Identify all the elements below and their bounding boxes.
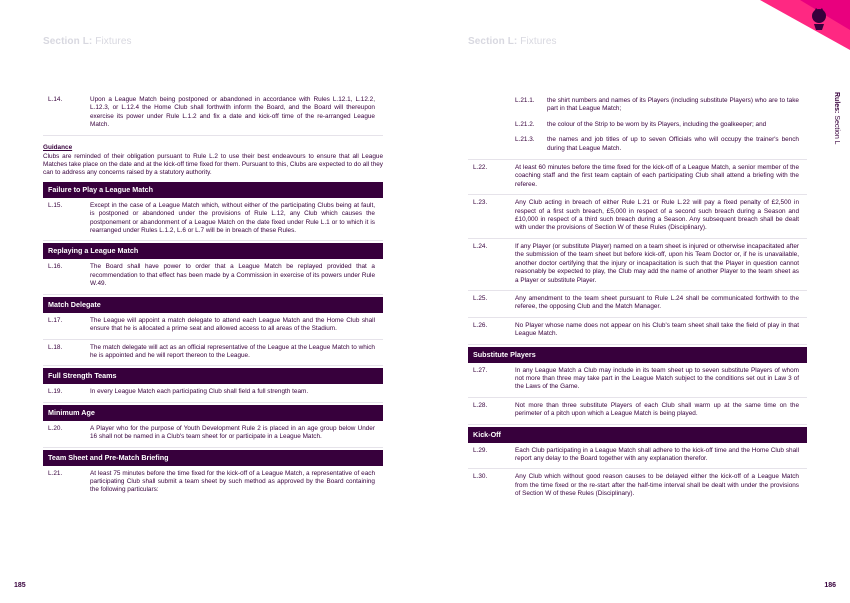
rule-l17: L.17. The League will appoint a match delegate to attend each League Match and the Home Club shall ensure that he is allocated a prime seat and allowed access to all areas of the Stadium. (43, 313, 383, 340)
rule-l19: L.19. In every League Match each participating Club shall field a full strength team. (43, 384, 383, 402)
guidance-text: Clubs are reminded of their obligation pursuant to Rule L.2 to use their best endeavours to ensure that all League Matches take place on the date and at the kick-off time fixed for them. Pursuant to this, Clubs are expected to do all they can to address any concerns raised by a statutory authority. (43, 152, 383, 177)
right-content (468, 92, 807, 504)
heading-kick-off: Kick-Off (468, 427, 807, 443)
heading-failure-to-play: Failure to Play a League Match (43, 182, 383, 198)
rule-l25: L.25. Any amendment to the team sheet pursuant to Rule L.24 shall be communicated forthwith to the referee, the opposing Club and the Match Manager. (468, 291, 807, 318)
rule-l21-2: L.21.2. the colour of the Strip to be worn by its Players, including the goalkeeper; and (515, 120, 767, 128)
rule-l21-3: L.21.3. the names and job titles of up to seven Officials who will occupy the trainer's bench during that League Match. (515, 136, 799, 152)
page-number-right: 186 (824, 582, 836, 589)
rule-l22: L.22. At least 60 minutes before the time fixed for the kick-off of a League Match, a senior member of the coaching staff and the first team captain of each participating Club shall attend a briefing with the referee. (468, 160, 807, 195)
rule-l30: L.30. Any Club which without good reason causes to be delayed either the kick-off of a League Match from the time fixed or the re-start after the half-time interval shall be dealt with under the provisions of Section W of these Rules (Disciplinary). (473, 473, 799, 498)
heading-full-strength: Full Strength Teams (43, 368, 383, 384)
rule-l14: L.14. Upon a League Match being postponed or abandoned in accordance with Rules L.12.1, L.12.2, L.12.3, or L.12.4 the Home Club shall forthwith inform the Board, and the Board will thereupon exercise its power under Rule L.1.2 and fix a date and kick-off time of the re-arranged League Match. (43, 92, 383, 136)
rule-l16: L.16. The Board shall have power to order that a League Match be replayed provided that a recommendation to that effect has been made by a Commission in exercise of its powers under Rule W.49. (43, 259, 383, 294)
heading-replaying: Replaying a League Match (43, 243, 383, 259)
rule-l21-subitems (468, 92, 807, 160)
heading-substitute-players: Substitute Players (468, 347, 807, 363)
heading-team-sheet: Team Sheet and Pre-Match Briefing (43, 450, 383, 466)
left-content (43, 92, 383, 500)
rule-l29: L.29. Each Club participating in a League Match shall adhere to the kick-off time and the Home Club shall report any delay to the Board together with any explanation therefor. (468, 443, 807, 470)
rule-l21: L.21. At least 75 minutes before the time fixed for the kick-off of a League Match, a representative of each participating Club shall submit a team sheet by such method as approved by the Board containing the following particulars: (48, 469, 375, 494)
heading-minimum-age: Minimum Age (43, 405, 383, 421)
rule-l18: L.18. The match delegate will act as an official representative of the League at the League Match to which he is appointed and he will report thereon to the League. (43, 340, 383, 367)
rule-l26: L.26. No Player whose name does not appear on his Club's team sheet shall take the field of play in that League Match. (468, 318, 807, 345)
heading-match-delegate: Match Delegate (43, 297, 383, 313)
rule-l28: L.28. Not more than three substitute Players of each Club shall warm up at the same time on the perimeter of a pitch upon which a League Match is being played. (468, 398, 807, 425)
rule-l23: L.23. Any Club acting in breach of either Rule L.21 or Rule L.22 will pay a fixed penalty of £2,500 in respect of a first such breach, £5,000 in respect of a second such breach during a Season and £10,000 in respect of a third such breach during a Season. Any subsequent breach shall be dealt with under the provisions of Section W of these Rules (Disciplinary). (468, 195, 807, 239)
rule-l21-1: L.21.1. the shirt numbers and names of its Players (including substitute Players) who are to take part in that League Match; (515, 97, 799, 113)
side-tab: Rules: Section L (833, 92, 840, 145)
brand-corner-graphic (740, 0, 850, 50)
section-title: Section L: Fixtures (43, 36, 132, 47)
page-number-left: 185 (14, 582, 26, 589)
rule-l24: L.24. If any Player (or substitute Player) named on a team sheet is injured or otherwise incapacitated after the submission of the team sheet but before kick-off, upon his Team Doctor or, if he is unavailable, another doctor certifying that the injury or incapacitation is such that the Player in question cannot reasonably be expected to play, the Club may add the name of another Player to the team sheet as a Player or substitute Player. (468, 239, 807, 291)
rule-l27: L.27. In any League Match a Club may include in its team sheet up to seven substitute Players of whom not more than three may take part in the League Match subject to the conditions set out in Law 3 of the Laws of the Game. (468, 363, 807, 398)
section-title-right: Section L: Fixtures (468, 36, 557, 47)
rule-l20: L.20. A Player who for the purpose of Youth Development Rule 2 is placed in an age group below Under 16 shall not be named in a Club's team sheet for or participate in a League Match. (43, 421, 383, 448)
right-page (425, 0, 850, 603)
rule-l15: L.15. Except in the case of a League Match which, without either of the participating Clubs being at fault, is postponed or abandoned under the provisions of Rule L.12, any Club which causes the postponement or abandonment of a League Match on the date fixed under Rule L.1 or to which it is rearranged under Rules L.1.2, L.6 or L.7 will be in breach of these Rules. (43, 198, 383, 242)
guidance-label: Guidance (43, 143, 73, 151)
